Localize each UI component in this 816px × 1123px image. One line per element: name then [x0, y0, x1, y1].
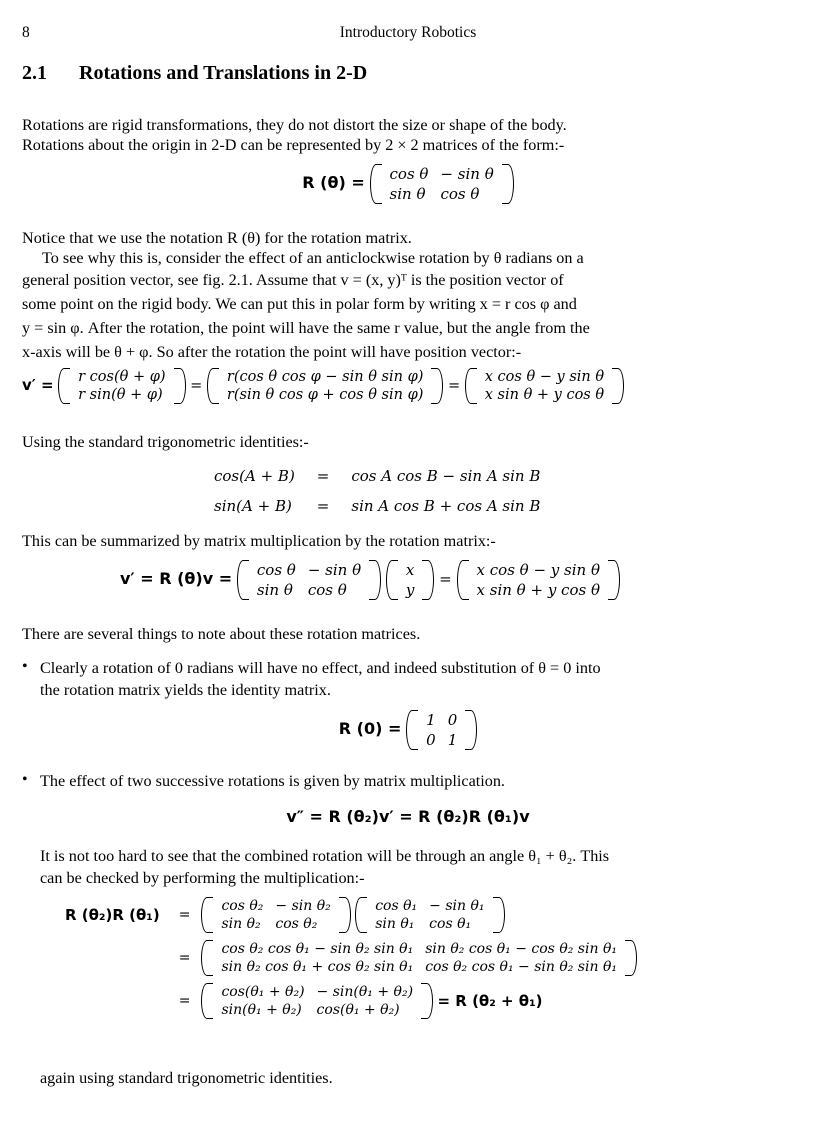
matrix-cell: sin θ₂ cos θ₁ + cos θ₂ sin θ₁	[221, 959, 414, 975]
vector	[457, 560, 620, 600]
page-number: 8	[22, 24, 30, 41]
running-title: Introductory Robotics	[339, 24, 477, 41]
vector-cell: r(sin θ cos φ + cos θ sin φ)	[226, 387, 424, 403]
equation-lhs: R (θ) =	[302, 173, 365, 192]
section-title: Rotations and Translations in 2-D	[79, 62, 368, 84]
matrix-cell: − sin θ₁	[429, 898, 485, 914]
matrix-cell: − sin θ	[440, 165, 494, 183]
bullet-line: Clearly a rotation of 0 radians will have no effect, and indeed substitution of θ = 0 into	[40, 659, 601, 677]
matrix-cell: cos θ	[440, 185, 480, 203]
section-heading	[22, 62, 367, 85]
matrix-cell: sin θ₂ cos θ₁ − cos θ₂ sin θ₁	[425, 941, 617, 957]
equation-lhs: v′ = R (θ)v =	[120, 569, 233, 588]
equation-result: = R (θ₂ + θ₁)	[437, 992, 543, 1010]
paragraph-line: To see why this is, consider the effect of an anticlockwise rotation by θ radians on a	[42, 249, 584, 267]
matrix-cell: − sin(θ₁ + θ₂)	[316, 984, 414, 1000]
paragraph-line: There are several things to note about these rotation matrices.	[22, 625, 421, 643]
matrix-cell: − sin θ₂	[275, 898, 331, 914]
vector	[386, 560, 434, 600]
identity-lhs: sin(A + B)	[214, 497, 292, 515]
matrix-cell: 0	[426, 731, 436, 749]
paragraph-line: Rotations are rigid transformations, they do not distort the size or shape of the body.	[22, 116, 567, 134]
matrix-cell: sin θ	[256, 581, 293, 599]
matrix-cell: − sin θ	[307, 561, 362, 579]
bullet-icon: •	[22, 771, 28, 788]
matrix	[370, 164, 514, 204]
equals-sign: =	[178, 993, 191, 1009]
matrix-cell: cos θ	[307, 581, 347, 599]
paragraph-line: can be checked by performing the multiplication:-	[40, 869, 365, 887]
identity-lhs: cos(A + B)	[214, 467, 295, 485]
equation-rotation-matrix	[0, 164, 816, 204]
vector-cell: x	[405, 561, 415, 579]
bullet-icon: •	[22, 658, 28, 675]
paragraph-line: Rotations about the origin in 2-D can be represented by 2 × 2 matrices of the form:-	[22, 136, 565, 154]
equation-matrix-multiplication	[120, 560, 620, 600]
paragraph-line: general position vector, see fig. 2.1. Assume that v = (x, y)ᵀ is the position vector of	[22, 271, 564, 289]
matrix	[355, 897, 504, 933]
matrix-cell: cos θ₂	[275, 916, 318, 932]
equation-rotated-vector	[22, 368, 624, 404]
vector-cell: x cos θ − y sin θ	[484, 369, 605, 385]
equals-sign: =	[316, 497, 330, 515]
equation-lhs: R (θ₂)R (θ₁)	[65, 906, 160, 924]
equals-sign: =	[178, 907, 191, 923]
matrix-cell: 0	[447, 711, 458, 729]
equals-sign: =	[447, 378, 461, 394]
matrix-cell: cos θ	[256, 561, 296, 579]
paragraph-line: It is not too hard to see that the combined rotation will be through an angle θ₁ + θ₂. This	[40, 847, 610, 865]
section-number: 2.1	[22, 62, 47, 84]
matrix	[237, 560, 381, 600]
matrix-cell: cos θ₂ cos θ₁ − sin θ₂ sin θ₁	[425, 959, 617, 975]
equals-sign: =	[316, 467, 330, 485]
paragraph-line: y = sin φ. After the rotation, the point will have the same r value, but the angle from the	[22, 319, 590, 337]
equation: v″ = R (θ₂)v′ = R (θ₂)R (θ₁)v	[286, 807, 530, 826]
identity-rhs: sin A cos B + cos A sin B	[351, 497, 541, 515]
equals-sign: =	[439, 570, 452, 588]
vector	[58, 368, 185, 404]
bullet-line: the rotation matrix yields the identity matrix.	[40, 681, 331, 699]
matrix	[201, 897, 350, 933]
vector-cell: r(cos θ cos φ − sin θ sin φ)	[226, 369, 424, 385]
equals-sign: =	[178, 950, 191, 966]
paragraph-line: x-axis will be θ + φ. So after the rotation the point will have position vector:-	[22, 343, 522, 361]
matrix	[201, 940, 637, 976]
bullet-line: The effect of two successive rotations is given by matrix multiplication.	[40, 772, 505, 790]
matrix	[201, 983, 433, 1019]
vector-cell: y	[405, 581, 415, 599]
matrix-cell: 1	[426, 711, 436, 729]
matrix-cell: cos(θ₁ + θ₂)	[221, 984, 305, 1000]
vector	[207, 368, 443, 404]
vector-cell: r cos(θ + φ)	[78, 369, 166, 385]
equation-lhs: R (0) =	[338, 719, 402, 738]
vector-cell: r sin(θ + φ)	[78, 387, 163, 403]
vector-cell: x sin θ + y cos θ	[484, 387, 605, 403]
trig-identities	[208, 465, 546, 517]
matrix-cell: cos θ₂ cos θ₁ − sin θ₂ sin θ₁	[221, 941, 414, 957]
matrix-cell: cos θ	[389, 165, 429, 183]
paragraph-line: Notice that we use the notation R (θ) for the rotation matrix.	[22, 229, 412, 247]
paragraph-line: Using the standard trigonometric identities:-	[22, 433, 309, 451]
matrix	[406, 710, 477, 750]
equation-successive-rotations	[0, 807, 816, 826]
equation-lhs: v′ =	[22, 376, 54, 394]
matrix-cell: cos θ₁	[429, 916, 472, 932]
matrix-cell: cos θ₂	[221, 898, 264, 914]
vector-cell: x sin θ + y cos θ	[476, 581, 600, 599]
matrix-cell: sin θ	[389, 185, 426, 203]
matrix-cell: cos(θ₁ + θ₂)	[316, 1002, 400, 1018]
equals-sign: =	[190, 378, 203, 394]
matrix-cell: sin θ₂	[221, 916, 261, 932]
paragraph-line: some point on the rigid body. We can put this in polar form by writing x = r cos φ and	[22, 295, 577, 313]
equation-combined-rotation	[64, 896, 638, 1020]
vector-cell: x cos θ − y sin θ	[476, 561, 600, 579]
matrix-cell: cos θ₁	[375, 898, 418, 914]
vector	[465, 368, 624, 404]
identity-rhs: cos A cos B − sin A sin B	[351, 467, 541, 485]
matrix-cell: 1	[447, 731, 458, 749]
paragraph-line: again using standard trigonometric identities.	[40, 1069, 333, 1087]
matrix-cell: sin θ₁	[375, 916, 415, 932]
matrix-cell: sin(θ₁ + θ₂)	[221, 1002, 302, 1018]
paragraph-line: This can be summarized by matrix multiplication by the rotation matrix:-	[22, 532, 496, 550]
equation-identity-matrix	[0, 710, 816, 750]
